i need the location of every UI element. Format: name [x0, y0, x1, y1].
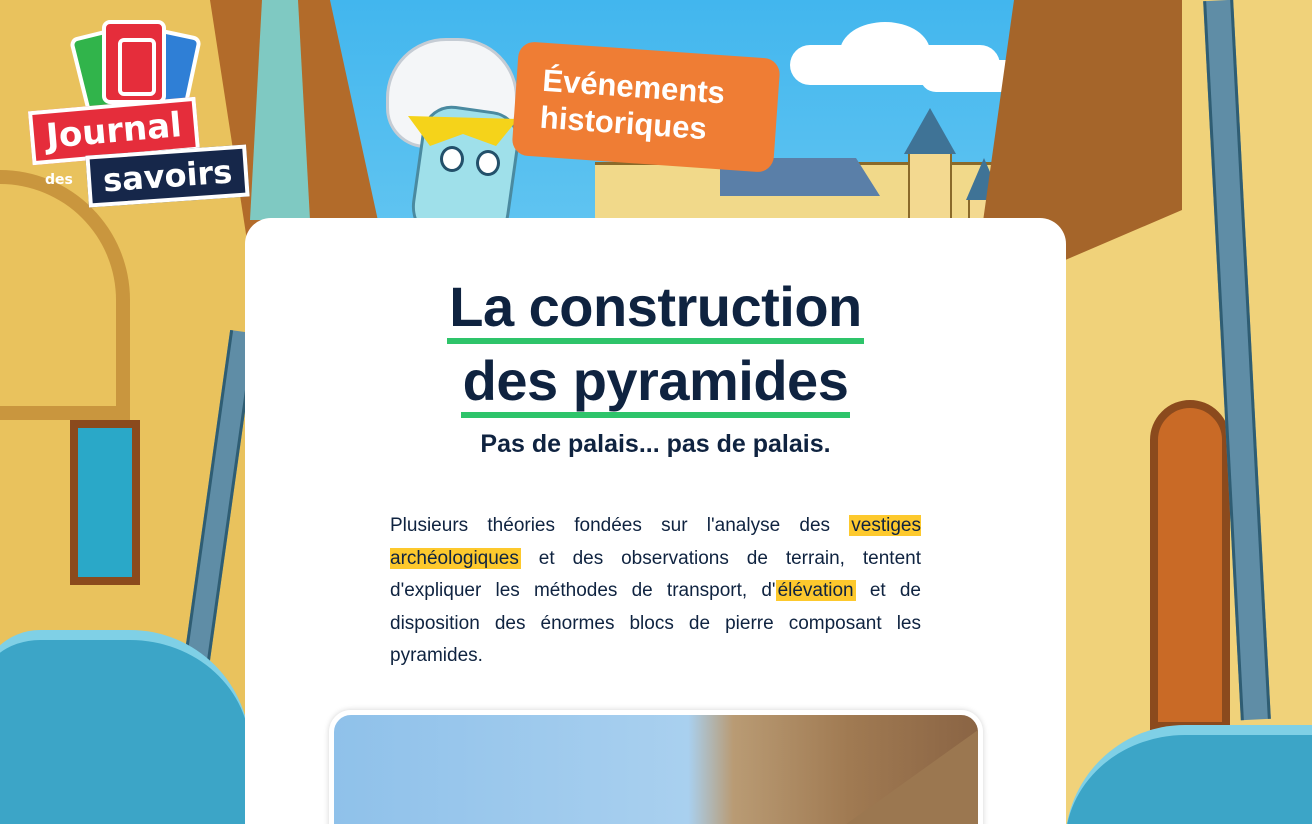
logo-journal-text: Journal: [28, 97, 200, 165]
article-paragraph: [390, 510, 921, 673]
logo-des-text: des: [45, 172, 73, 188]
mascot-illustration: [378, 38, 528, 248]
title-line-2: des pyramides: [461, 350, 851, 418]
article-card: [245, 218, 1066, 824]
pyramid-photo: [329, 710, 983, 824]
para-text-3: et de disposition des énormes blocs de pierre composant les pyramides.: [390, 580, 921, 666]
category-badge: [511, 41, 780, 173]
logo-savoirs-text: savoirs: [85, 144, 250, 207]
para-text-2: et des observations de terrain, tentent d'expliquer les méthodes de transport, d': [390, 547, 921, 601]
category-line-1: Événements: [541, 63, 727, 111]
journal-des-savoirs-logo[interactable]: [25, 14, 265, 219]
title-line-1: La construction: [447, 276, 864, 344]
article-title: [245, 270, 1066, 418]
highlight-elevation: élévation: [777, 580, 854, 601]
article-subtitle: Pas de palais... pas de palais.: [480, 430, 831, 458]
highlight-vestiges: vestiges archéologiques: [390, 515, 921, 569]
category-line-2: historiques: [538, 99, 708, 147]
para-text-1: Plusieurs théories fondées sur l'analyse des: [390, 515, 850, 536]
